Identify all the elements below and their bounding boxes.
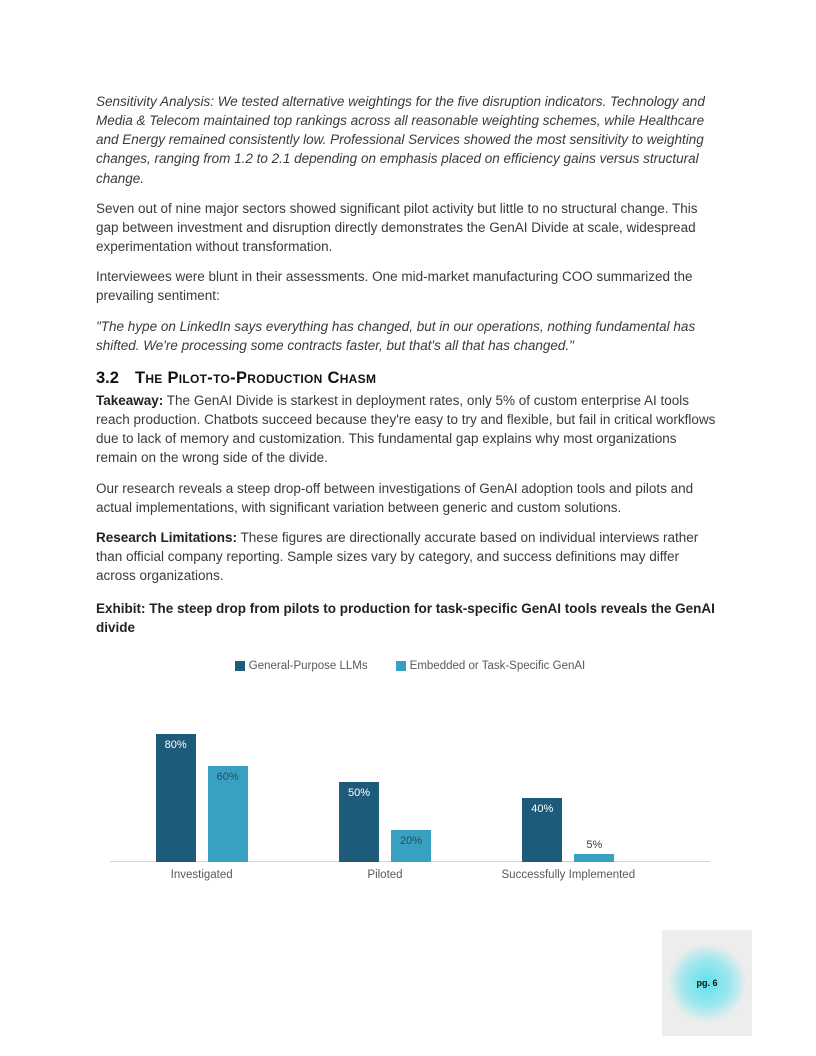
exhibit-caption: Exhibit: The steep drop from pilots to production for task-specific GenAI tools reveals the GenAI divide (96, 601, 715, 636)
bar-wrap (391, 702, 431, 862)
bar-general-purpose-llms (156, 734, 196, 862)
section-heading (96, 369, 720, 388)
bar-value-label: 60% (216, 770, 239, 783)
bar-value-label: 40% (531, 802, 554, 815)
paragraph-interviewees: Interviewees were blunt in their assessments. One mid-market manufacturing COO summarized the prevailing sentiment: (96, 269, 693, 304)
legend-item (235, 660, 368, 672)
legend-marker-icon (396, 661, 406, 671)
section-number: 3.2 (96, 368, 119, 387)
paragraph-quote: "The hype on LinkedIn says everything has changed, but in our operations, nothing fundamental has shifted. We're processing some contracts faster, but that's all that has changed." (96, 318, 696, 353)
paragraph-limitations (96, 528, 720, 585)
chart-groups (110, 702, 660, 862)
legend-marker-icon (235, 661, 245, 671)
bar-wrap (574, 702, 614, 862)
bar-group (293, 702, 476, 862)
paragraph-sensitivity-analysis: Sensitivity Analysis: We tested alternative weightings for the five disruption indicators. Technology and Media & Telecom maintained top rankings across all reasonable weighting schemes, while Healthcare and Energy remained consistently low. Professional Services showed the most sensitivity to weighting changes, ranging from 1.2 to 2.1 depending on emphasis placed on efficiency gains versus structural change. (96, 94, 705, 186)
paragraph-sector-gap: Seven out of nine major sectors showed significant pilot activity but little to no structural change. This gap between investment and disruption directly demonstrates the GenAI Divide at scale, widespread experimentation without transformation. (96, 200, 698, 255)
legend-label: Embedded or Task-Specific GenAI (409, 659, 586, 672)
chart-x-labels (110, 869, 660, 881)
bar-chart (110, 660, 710, 881)
bar-wrap (208, 702, 248, 862)
x-axis-label: Investigated (170, 868, 233, 881)
paragraph-research: Our research reveals a steep drop-off between investigations of GenAI adoption tools and pilots and actual implementations, with significant variation between generic and custom solutions. (96, 480, 694, 515)
footer-panel (662, 930, 752, 1036)
limitations-text: These figures are directionally accurate based on individual interviews rather than official company reporting. Sample sizes vary by category, and success definitions may differ across organizations. (96, 529, 699, 584)
bar-wrap (339, 702, 379, 862)
chart-legend (110, 660, 710, 672)
section-title: The Pilot-to-Production Chasm (134, 368, 377, 387)
x-axis-label: Piloted (367, 868, 403, 881)
bar-value-label: 20% (399, 834, 422, 847)
page-number-glow (667, 943, 747, 1023)
bar-group (477, 702, 660, 862)
bar-embedded-or-task-specific-genai (574, 854, 614, 862)
limitations-lead: Research Limitations: (96, 529, 238, 545)
legend-label: General-Purpose LLMs (248, 659, 368, 672)
bar-wrap (156, 702, 196, 862)
paragraph-takeaway (96, 391, 720, 468)
bar-value-label: 80% (164, 738, 187, 751)
x-axis-label: Successfully Implemented (501, 868, 636, 881)
takeaway-lead: Takeaway: (96, 392, 164, 408)
legend-item (396, 660, 586, 672)
takeaway-text: The GenAI Divide is starkest in deployment rates, only 5% of custom enterprise AI tools reach production. Chatbots succeed because they're easy to try and flexible, but fail in critical workflows due to lack of memory and customization. This fundamental gap explains why most organizations remain on the wrong side of the divide. (96, 392, 716, 466)
page-number: pg. 6 (696, 978, 718, 988)
bar-value-label: 50% (347, 786, 370, 799)
bar-value-label: 5% (586, 838, 603, 851)
bar-group (110, 702, 293, 862)
bar-wrap (522, 702, 562, 862)
chart-plot (110, 702, 710, 862)
